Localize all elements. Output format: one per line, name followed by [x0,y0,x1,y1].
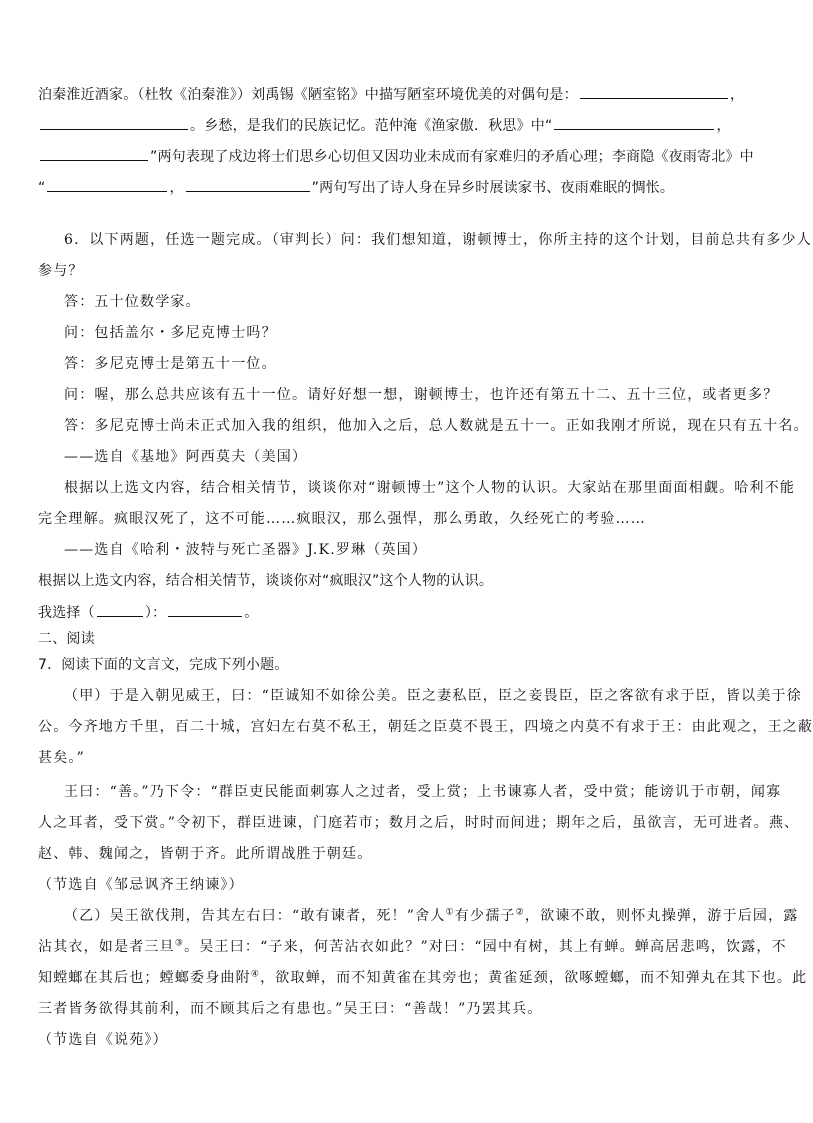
q5-line-3: ”两句表现了戍边将士们思乡心切但又因功业未成而有家难归的矛盾心理；李商隐《夜雨寄北》中 [38,146,758,167]
answer-blank[interactable] [47,177,167,192]
q6-dialogue-line: 答：多尼克博士是第五十一位。 [64,356,277,372]
passage-jia-line: （甲）于是入朝见威王，曰：“臣诚知不如徐公美。臣之妻私臣，臣之妾畏臣，臣之客欲有求于臣，皆以美于徐 [64,688,802,704]
q5-line-1: 泊秦淮近酒家。（杜牧《泊秦淮》）刘禹锡《陋室铭》中描写陋室环境优美的对偶句是： ， [38,84,758,105]
footnote-marker: ③ [174,938,185,949]
footnote-marker: ② [515,907,525,918]
choice-blank[interactable] [97,602,143,617]
q5-line-4: “ ， ”两句写出了诗人身在异乡时展读家书、夜雨难眠的惆怅。 [38,177,758,198]
q5-line-2: 。乡愁，是我们的民族记忆。范仲淹《渔家傲．秋思》中“ ， [38,115,758,136]
passage-jia-line: 甚矣。” [38,750,85,766]
q6-source-2: ——选自《哈利・波特与死亡圣器》J.K.罗琳（英国） [64,542,428,558]
section-heading: 二、阅读 [38,631,95,647]
passage-jia-line: 赵、韩、魏闻之，皆朝于齐。此所谓战胜于朝廷。 [38,846,373,862]
q6-prompt-2: 根据以上选文内容，结合相关情节，谈谈你对“疯眼汉”这个人物的认识。 [38,573,494,589]
passage-jia-line: 王曰：“善。”乃下令：“群臣吏民能面刺寡人之过者，受上赏；上书谏寡人者，受中赏；能谤讥于市朝，闻寡 [64,784,782,800]
q6-dialogue-line: 答：五十位数学家。 [64,294,201,310]
q6-prompt: 6．以下两题，任选一题完成。（审判长）问：我们想知道，谢顿博士，你所主持的这个计划，目前总共有多少人 [64,232,812,248]
passage-jia-line: 人之耳者，受下赏。”令初下，群臣进谏，门庭若市；数月之后，时时而间进；期年之后，虽欲言，无可进者。燕、 [38,815,800,831]
q6-source-1: ——选自《基地》阿西莫夫（美国） [64,449,308,465]
answer-blank[interactable] [40,115,188,130]
footnote-marker: ① [445,907,455,918]
answer-blank[interactable] [554,115,714,130]
q6-dialogue-line: 问：包括盖尔・多尼克博士吗？ [64,325,277,341]
q6-prompt-1: 根据以上选文内容，结合相关情节，谈谈你对“谢顿博士”这个人物的认识。大家站在那里面面相觑。哈利不能 [64,480,796,496]
passage-jia-line: 公。今齐地方千里，百二十城，宫妇左右莫不私王，朝廷之臣莫不畏王，四境之内莫不有求于王：由此观之，王之蔽 [38,719,813,735]
answer-blank[interactable] [168,602,242,617]
q6-dialogue-line: 答：多尼克博士尚未正式加入我的组织，他加入之后，总人数就是五十一。正如我刚才所说，现在只有五十名。 [64,418,809,434]
answer-blank[interactable] [580,84,728,99]
q6-choice-line: 我选择（ ）： 。 [38,602,758,623]
q6-dialogue-line: 问：喔，那么总共应该有五十一位。请好好想一想，谢顿博士，也许还有第五十二、五十三位，或者更多？ [64,387,779,403]
answer-blank[interactable] [40,146,148,161]
q7-title: 7．阅读下面的文言文，完成下列小题。 [38,657,289,673]
footnote-marker: ④ [250,969,261,980]
passage-yi-line: 知螳螂在其后也；螳螂委身曲附④，欲取蝉，而不知黄雀在其旁也；黄雀延颈，欲啄螳螂，而不知弹丸在其下也。此 [38,969,808,986]
passage-yi-line: （乙）吴王欲伐荆，告其左右曰：“敢有谏者，死！”舍人①有少孺子②，欲谏不敢，则怀丸操弹，游于后园，露 [64,907,799,924]
q6-passage-2: 完全理解。疯眼汉死了，这不可能……疯眼汉，那么强悍，那么勇敢，久经死亡的考验…… [38,511,646,527]
passage-yi-source: （节选自《说苑》） [38,1032,168,1048]
answer-blank[interactable] [186,177,310,192]
passage-yi-line: 沾其衣，如是者三旦③。吴王曰：“子来，何苦沾衣如此？”对曰：“园中有树，其上有蝉。蝉高居悲鸣，饮露，不 [38,938,787,955]
passage-jia-source: （节选自《邹忌讽齐王纳谏》） [38,877,244,893]
passage-yi-line: 三者皆务欲得其前利，而不顾其后之有患也。”吴王曰：“善哉！”乃罢其兵。 [38,1001,543,1017]
q6-prompt-cont: 参与？ [38,263,84,279]
